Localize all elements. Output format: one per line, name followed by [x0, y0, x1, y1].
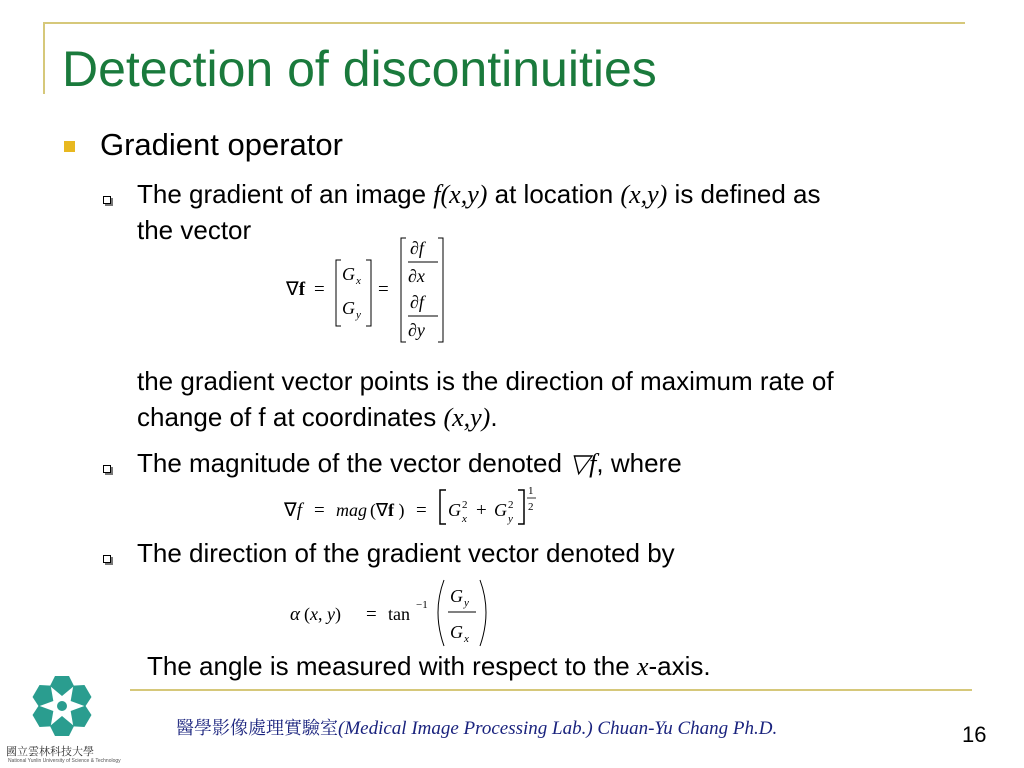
svg-text:=: =: [416, 500, 427, 521]
svg-text:+: +: [476, 500, 487, 521]
svg-text:2: 2: [462, 499, 468, 511]
university-name: 國立雲林科技大學: [6, 745, 94, 758]
svg-text:(∇f ): (∇f ): [370, 500, 405, 520]
frame-left-rule: [43, 22, 45, 94]
bullet-gradient-operator: Gradient operator: [100, 127, 343, 162]
gradient-vector-equation: [280, 232, 460, 347]
svg-text:=: =: [378, 279, 389, 300]
svg-text:∂x: ∂x: [408, 266, 425, 286]
svg-text:tan: tan: [388, 604, 410, 624]
svg-text:=: =: [314, 500, 325, 521]
sub-bullet-magnitude: The magnitude of the vector denoted ▽f, where: [137, 448, 682, 478]
sub-bullet-gradient-definition: The gradient of an image f(x,y) at location (x,y) is defined as: [137, 179, 821, 209]
square-bullet-icon: [64, 141, 75, 152]
sub-bullet-direction: The direction of the gradient vector denoted by: [137, 538, 675, 568]
svg-text:(x, y): (x, y): [304, 604, 341, 624]
hollow-square-bullet-icon: [103, 196, 111, 204]
svg-text:y: y: [356, 309, 361, 321]
svg-text:G: G: [494, 500, 507, 520]
svg-text:2: 2: [528, 501, 534, 513]
svg-text:G: G: [448, 500, 461, 520]
gradient-direction-text: the gradient vector points is the direction of maximum rate of: [137, 366, 834, 396]
footer-rule: [130, 689, 972, 691]
sub-bullet-gradient-definition-cont: the vector: [137, 215, 252, 245]
gradient-direction-text-cont: change of f at coordinates (x,y).: [137, 402, 498, 432]
hollow-square-bullet-icon: [103, 465, 111, 473]
svg-text:mag: mag: [336, 500, 367, 520]
svg-text:=: =: [314, 279, 325, 300]
university-snowflake-logo-icon: [20, 668, 104, 746]
svg-text:x: x: [356, 275, 361, 287]
hollow-square-bullet-icon: [103, 555, 111, 563]
magnitude-equation: [280, 480, 570, 530]
svg-text:∇f: ∇f: [286, 279, 306, 300]
svg-text:G: G: [450, 586, 463, 606]
svg-text:G: G: [450, 622, 463, 642]
svg-text:α: α: [290, 604, 300, 625]
svg-text:1: 1: [528, 485, 534, 497]
svg-text:−1: −1: [416, 599, 428, 611]
svg-text:2: 2: [508, 499, 514, 511]
svg-text:x: x: [462, 513, 467, 525]
svg-text:=: =: [366, 604, 377, 625]
svg-text:y: y: [464, 597, 469, 609]
footer-lab-credit: 醫學影像處理實驗室(Medical Image Processing Lab.) Chuan-Yu Chang Ph.D.: [176, 718, 778, 739]
frame-top-rule: [43, 22, 965, 24]
university-name-english: National Yunlin University of Science & Technology: [8, 758, 121, 764]
svg-text:G: G: [342, 298, 355, 318]
angle-note: The angle is measured with respect to the x-axis.: [147, 651, 711, 681]
svg-text:∂f: ∂f: [410, 238, 424, 258]
svg-text:∂y: ∂y: [408, 320, 425, 340]
svg-text:∇f: ∇f: [284, 500, 302, 521]
direction-angle-equation: [280, 572, 510, 652]
svg-text:∂f: ∂f: [410, 292, 424, 312]
svg-text:G: G: [342, 264, 355, 284]
slide-title: Detection of discontinuities: [62, 41, 657, 97]
svg-text:y: y: [508, 513, 513, 525]
page-number: 16: [962, 722, 987, 747]
svg-text:x: x: [464, 633, 469, 645]
